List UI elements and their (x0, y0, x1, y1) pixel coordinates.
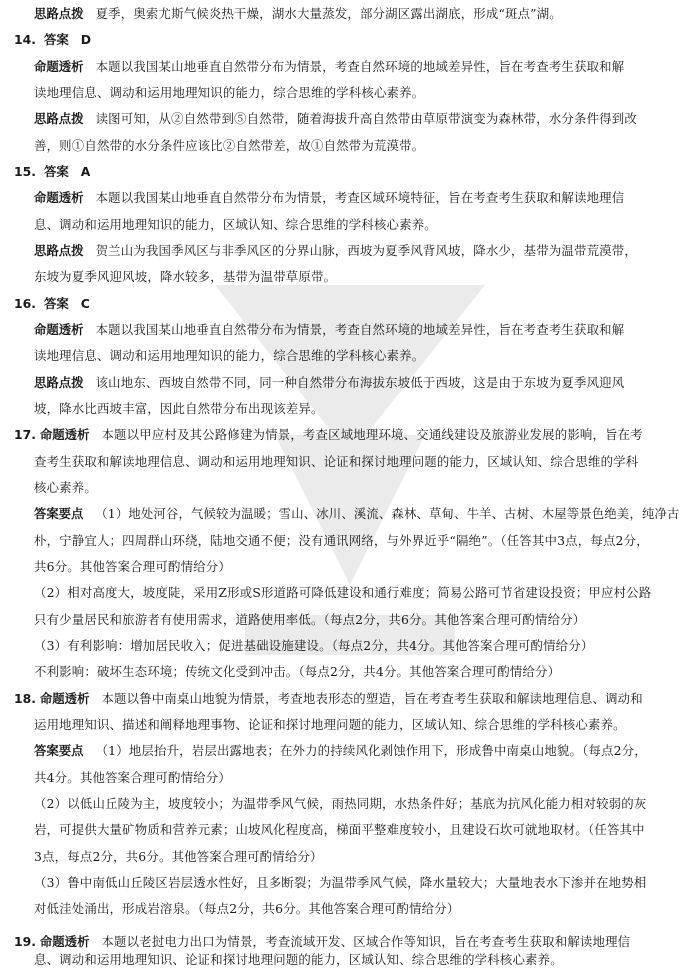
analysis-16-line2: 读地理信息、调动和运用地理知识的能力，综合思维的学科核心素养。 (34, 348, 425, 363)
analysis-16-line1: 命题透析 本题以我国某山地垂直自然带分布为情景，考查自然环境的地域差异性，旨在考查考生获取和解 (34, 322, 625, 337)
key-18-line3: （2）以低山丘陵为主，坡度较小；为温带季风气候，雨热同期，水热条件好；基底为抗风化能力相对较弱的灰 (34, 796, 647, 811)
analysis-17-line3: 核心素养。 (34, 480, 97, 495)
analysis-19-line2: 息、调动和运用地理知识、论证和探讨地理问题的能力，区域认知、综合思维的学科核心素养。 (34, 952, 563, 967)
analysis-15-line1: 命题透析 本题以我国某山地垂直自然带分布为情景，考查区域环境特征，旨在考查考生获取和解读地理信 (34, 190, 625, 205)
analysis-18-line2: 运用地理知识、描述和阐释地理事物、论证和探讨地理问题的能力，区域认知、综合思维的学科核心素养。 (34, 717, 626, 732)
hint-16-line1: 思路点拨 该山地东、西坡自然带不同，同一种自然带分布海拔东坡低于西坡，这是由于东坡为夏季风迎风 (34, 375, 625, 390)
question-14-answer: 14. 答案 D (14, 32, 92, 47)
question-15-answer: 15. 答案 A (14, 164, 91, 179)
key-18-line4: 岩，可提供大量矿物质和营养元素；山坡风化程度高，梯面平整难度较小，且建设石坎可就地取材。（任答其中 (34, 822, 645, 837)
key-18-line5: 3点，每点2分，共6分。其他答案合理可酌情给分） (34, 849, 323, 864)
analysis-15-line2: 息、调动和运用地理知识的能力，区域认知、综合思维的学科核心素养。 (34, 217, 437, 232)
key-17-line1: 答案要点 （1）地处河谷，气候较为温暖；雪山、冰川、溪流、森林、草甸、牛羊、古树、木屋等景色绝美，纯净古 (34, 506, 680, 521)
analysis-17-line1: 17. 命题透析 本题以甲应村及其公路修建为情景，考查区域地理环境、交通线建设及旅游业发展的影响，旨在考 (14, 427, 643, 442)
hint-15-line1: 思路点拨 贺兰山为我国季风区与非季风区的分界山脉，西坡为夏季风背风坡，降水少，基带为温带荒漠带， (34, 243, 637, 258)
key-17-line4: （2）相对高度大，坡度陡，采用Z形或S形道路可降低建设和通行难度；简易公路可节省建设投资；甲应村公路 (34, 585, 652, 600)
hint-13: 思路点拨 夏季，奥索尤斯气候炎热干燥，湖水大量蒸发，部分湖区露出湖底，形成“斑点”湖。 (34, 6, 562, 21)
analysis-17-line2: 查考生获取和解读地理信息、调动和运用地理知识、论证和探讨地理问题的能力，区域认知、综合思维的学科 (34, 454, 639, 469)
hint-14-line1: 思路点拨 读图可知，从②自然带到⑤自然带，随着海拔升高自然带由草原带演变为森林带，水分条件得到改 (34, 111, 637, 126)
question-16-answer: 16. 答案 C (14, 296, 90, 311)
hint-15-line2: 东坡为夏季风迎风坡，降水较多，基带为温带草原带。 (34, 269, 337, 284)
key-18-line2: 共4分。其他答案合理可酌情给分） (34, 770, 231, 785)
analysis-19-line1: 19. 命题透析 本题以老挝电力出口为情景，考查流域开发、区域合作等知识，旨在考查考生获取和解读地理信 (14, 934, 631, 949)
key-17-line5: 只有少量居民和旅游者有使用需求，道路使用率低。（每点2分，共6分。其他答案合理可酌情给分） (34, 612, 586, 627)
key-18-line6: （3）鲁中南低山丘陵区岩层透水性好，且多断裂；为温带季风气候，降水量较大；大量地表水下渗并在地势相 (34, 875, 647, 890)
key-17-line6: （3）有利影响：增加居民收入；促进基础设施建设。（每点2分，共4分。其他答案合理可酌情给分） (34, 638, 594, 653)
hint-16-line2: 坡，降水比西坡丰富，因此自然带分布出现该差异。 (34, 401, 324, 416)
key-18-line1: 答案要点 （1）地层抬升，岩层出露地表；在外力的持续风化剥蚀作用下，形成鲁中南桌山地貌。（每点2分， (34, 743, 647, 758)
key-17-line2: 朴，宁静宜人；四周群山环绕，陆地交通不便；没有通讯网络，与外界近乎“隔绝”。（任答其中3点，每点2分， (34, 533, 649, 548)
analysis-18-line1: 18. 命题透析 本题以鲁中南桌山地貌为情景，考查地表形态的塑造，旨在考查考生获取和解读地理信息、调动和 (14, 691, 643, 706)
key-18-line7: 对低洼处涌出，形成岩溶泉。（每点2分，共6分。其他答案合理可酌情给分） (34, 901, 460, 916)
analysis-14-line2: 读地理信息、调动和运用地理知识的能力，综合思维的学科核心素养。 (34, 85, 425, 100)
analysis-14-line1: 命题透析 本题以我国某山地垂直自然带分布为情景，考查自然环境的地域差异性，旨在考查考生获取和解 (34, 59, 625, 74)
key-17-line3: 共6分。其他答案合理可酌情给分） (34, 559, 231, 574)
key-17-line7: 不利影响：破坏生态环境；传统文化受到冲击。（每点2分，共4分。其他答案合理可酌情给分） (34, 664, 561, 679)
hint-14-line2: 善，则①自然带的水分条件应该比②自然带差，故①自然带为荒漠带。 (34, 138, 425, 153)
